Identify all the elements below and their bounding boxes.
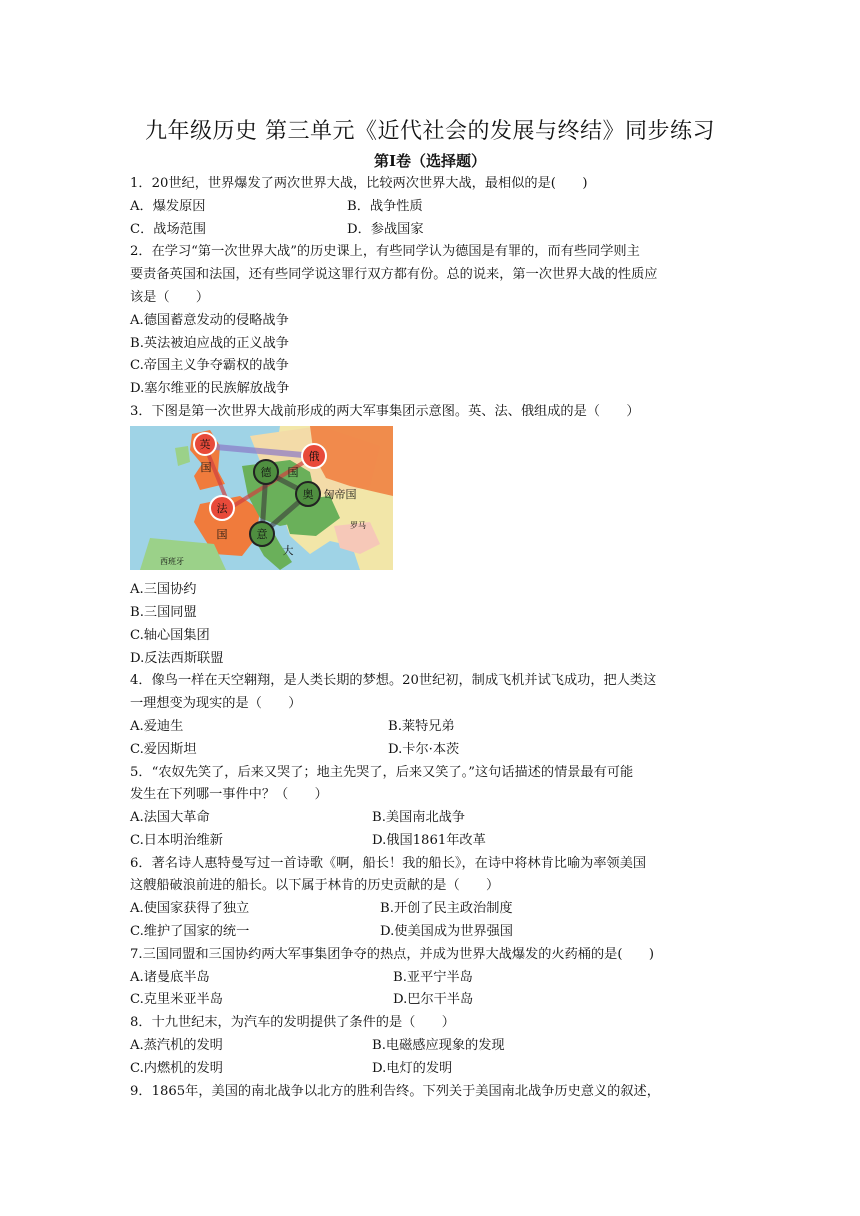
question-6-option-d: D.使美国成为世界强国 [380,924,513,939]
question-5-option-a: A.法国大革命 [130,810,210,825]
question-6-stem-line-1: 6．著名诗人惠特曼写过一首诗歌《啊，船长！我的船长》，在诗中将林肯比喻为率领美国 [130,856,647,871]
question-4-option-d: D.卡尔·本茨 [388,742,460,757]
question-2-stem-line-2: 要责备英国和法国，还有些同学说这罪行双方都有份。总的说来，第一次世界大战的性质应 [130,267,658,282]
question-1-option-b: B．战争性质 [347,199,423,214]
map-label-italy: 意 [256,529,268,541]
map-label-austria: 奥 [302,489,314,501]
question-1-option-c: C．战场范围 [130,222,207,237]
question-2-option-c: C.帝国主义争夺霸权的战争 [130,358,289,373]
question-2-option-d: D.塞尔维亚的民族解放战争 [130,381,290,396]
map-label-guo-1: 国 [200,462,212,474]
question-4-option-b: B.莱特兄弟 [388,719,455,734]
question-8-option-b: B.电磁感应现象的发现 [372,1038,505,1053]
question-5-option-d: D.俄国1861年改革 [372,833,486,848]
question-7-option-b: B.亚平宁半岛 [393,970,473,985]
map-label-russia: 俄 [308,451,320,463]
question-2-stem-line-1: 2．在学习“第一次世界大战”的历史课上，有些同学认为德国是有罪的，而有些同学则主 [130,244,640,259]
question-8-option-a: A.蒸汽机的发明 [130,1038,223,1053]
question-2-option-b: B.英法被迫应战的正义战争 [130,336,289,351]
question-8-option-d: D.电灯的发明 [372,1061,453,1076]
europe-map-image [130,426,393,570]
question-7-stem: 7.三国同盟和三国协约两大军事集团争夺的热点，并成为世界大战爆发的火药桶的是( ) [130,947,654,962]
map-label-romania: 罗马 [350,521,366,530]
question-2-option-a: A.德国蓄意发动的侵略战争 [130,313,289,328]
section-subtitle: 第Ⅰ卷（选择题） [373,152,487,170]
question-1-option-a: A．爆发原因 [130,199,206,214]
map-label-germany: 德 [260,467,272,479]
question-5-stem-line-2: 发生在下列哪一事件中？（ ） [130,787,328,802]
map-label-france: 法 [216,503,228,515]
map-label-guo-3: 国 [287,467,299,479]
question-4-option-a: A.爱迪生 [130,719,184,734]
question-3-option-b: B.三国同盟 [130,605,197,620]
question-5-option-c: C.日本明治维新 [130,833,223,848]
document-title: 九年级历史 第三单元《近代社会的发展与终结》同步练习 [145,119,715,144]
question-6-stem-line-2: 这艘船破浪前进的船长。以下属于林肯的历史贡献的是（ ） [130,878,500,893]
map-label-britain: 英 [199,439,211,451]
map-label-hungary-empire: 匈帝国 [323,489,357,501]
map-label-guo-2: 国 [216,529,228,541]
question-2-stem-line-3: 该是（ ） [130,290,210,305]
question-1-stem: 1．20世纪，世界爆发了两次世界大战，比较两次世界大战，最相似的是( ) [130,176,588,191]
map-label-spain: 西班牙 [160,557,184,566]
alliance-map [130,426,393,570]
question-3-option-d: D.反法西斯联盟 [130,651,224,666]
question-8-stem: 8．十九世纪末，为汽车的发明提供了条件的是（ ） [130,1015,455,1030]
question-8-option-c: C.内燃机的发明 [130,1061,223,1076]
question-5-option-b: B.美国南北战争 [372,810,466,825]
question-3-option-a: A.三国协约 [130,582,197,597]
question-4-option-c: C.爱因斯坦 [130,742,197,757]
question-7-option-d: D.巴尔干半岛 [393,992,474,1007]
question-7-option-c: C.克里米亚半岛 [130,992,223,1007]
question-4-stem-line-1: 4．像鸟一样在天空翱翔，是人类长期的梦想。20世纪初，制成飞机并试飞成功，把人类这 [130,673,657,688]
question-3-stem: 3．下图是第一次世界大战前形成的两大军事集团示意图。英、法、俄组成的是（ ） [130,404,640,419]
question-1-option-d: D．参战国家 [347,222,424,237]
map-label-da: 大 [282,545,294,557]
question-4-stem-line-2: 一理想变为现实的是（ ） [130,696,302,711]
question-7-option-a: A.诸曼底半岛 [130,970,210,985]
question-6-option-a: A.使国家获得了独立 [130,901,250,916]
question-3-option-c: C.轴心国集团 [130,628,210,643]
question-6-option-c: C.维护了国家的统一 [130,924,250,939]
question-9-stem: 9．1865年，美国的南北战争以北方的胜利告终。下列关于美国南北战争历史意义的叙述， [130,1084,660,1099]
question-5-stem-line-1: 5．“农奴先笑了，后来又哭了；地主先哭了，后来又笑了。”这句话描述的情景最有可能 [130,765,634,780]
question-6-option-b: B.开创了民主政治制度 [380,901,513,916]
